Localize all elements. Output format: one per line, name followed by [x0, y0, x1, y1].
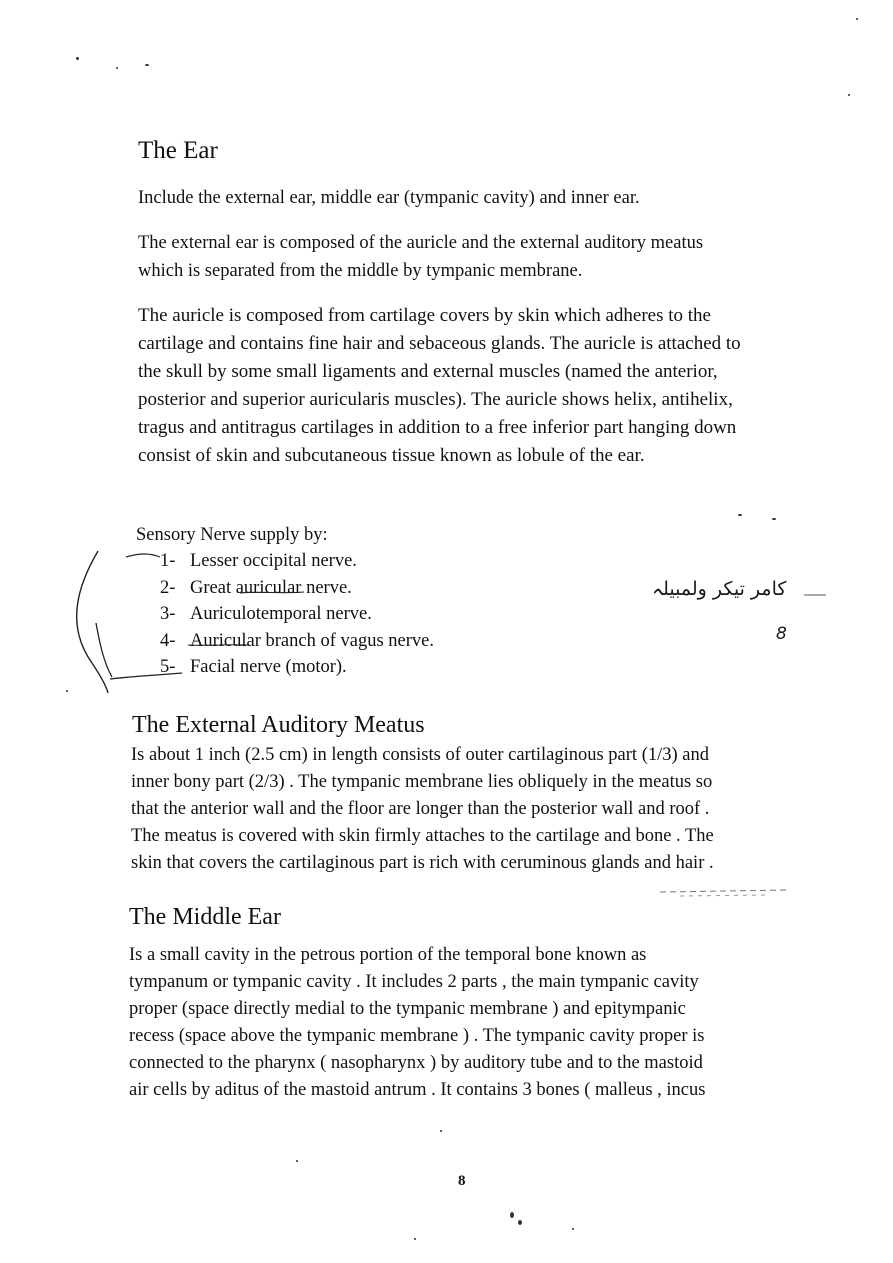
- paragraph-line: recess (space above the tympanic membrane ) . The tympanic cavity proper is: [129, 1026, 705, 1046]
- scan-speck: [116, 67, 118, 69]
- page-number: 8: [458, 1173, 466, 1189]
- handwritten-note: کامر تیکر ولمبیلہ: [652, 578, 787, 600]
- scan-speck: [856, 18, 858, 20]
- paragraph-line: cartilage and contains fine hair and sebaceous glands. The auricle is attached to: [138, 333, 741, 354]
- nerve-list: [160, 548, 434, 681]
- section-title-middle-ear: The Middle Ear: [129, 904, 281, 930]
- scan-speck: [572, 1228, 574, 1230]
- external-ear-paragraph: [138, 229, 703, 285]
- paragraph-line: inner bony part (2/3) . The tympanic membrane lies obliquely in the meatus so: [131, 772, 713, 792]
- intro-paragraph: Include the external ear, middle ear (tympanic cavity) and inner ear.: [138, 188, 640, 208]
- list-item-text: Auriculotemporal nerve.: [190, 604, 372, 624]
- paragraph-line: posterior and superior auricularis muscles). The auricle shows helix, antihelix,: [138, 389, 733, 410]
- scan-speck: [772, 518, 776, 520]
- paragraph-line: The auricle is composed from cartilage covers by skin which adheres to the: [138, 305, 711, 326]
- list-item-number: 5-: [160, 657, 176, 677]
- scan-speck: [76, 57, 79, 60]
- nerve-supply-title: Sensory Nerve supply by:: [136, 525, 328, 545]
- list-item-text: Great auricular nerve.: [190, 577, 352, 598]
- paragraph-line: that the anterior wall and the floor are longer than the posterior wall and roof .: [131, 799, 710, 819]
- paragraph-line: proper (space directly medial to the tympanic membrane ) and epitympanic: [129, 999, 686, 1019]
- scan-speck: [510, 1212, 514, 1218]
- paragraph-line: Is a small cavity in the petrous portion of the temporal bone known as: [129, 945, 647, 965]
- list-item-number: 1-: [160, 551, 176, 571]
- dash-mark: [800, 590, 830, 600]
- paragraph-line: The meatus is covered with skin firmly attaches to the cartilage and bone . The: [131, 826, 714, 846]
- list-item-text: Lesser occipital nerve.: [190, 551, 357, 571]
- list-item-text: Auricular branch of vagus nerve.: [190, 630, 434, 651]
- paragraph-line: Is about 1 inch (2.5 cm) in length consists of outer cartilaginous part (1/3) and: [131, 745, 709, 765]
- scan-speck: [440, 1130, 442, 1132]
- scan-speck: [296, 1160, 298, 1162]
- paragraph-line: which is separated from the middle by tympanic membrane.: [138, 261, 583, 281]
- paragraph-line: connected to the pharynx ( nasopharynx ) by auditory tube and to the mastoid: [129, 1053, 703, 1073]
- middle-ear-paragraph: [129, 942, 705, 1104]
- underline-mark: [186, 640, 256, 650]
- section-title-external-meatus: The External Auditory Meatus: [132, 712, 425, 738]
- list-item-number: 3-: [160, 604, 176, 624]
- list-item-number: 2-: [160, 577, 176, 598]
- paragraph-line: the skull by some small ligaments and external muscles (named the anterior,: [138, 361, 718, 382]
- paragraph-line: consist of skin and subcutaneous tissue known as lobule of the ear.: [138, 445, 645, 466]
- list-item: [160, 654, 434, 681]
- list-item: [160, 548, 434, 575]
- scan-speck: [848, 94, 850, 96]
- scan-speck: [145, 64, 149, 66]
- scan-speck: [738, 514, 742, 516]
- scan-artifact-dashes: [640, 886, 800, 900]
- scan-speck: [66, 690, 68, 692]
- section-title-ear: The Ear: [138, 137, 218, 164]
- external-meatus-paragraph: [131, 742, 714, 877]
- paragraph-line: tragus and antitragus cartilages in addition to a free inferior part hanging down: [138, 417, 737, 438]
- list-item-number: 4-: [160, 630, 176, 651]
- scan-speck: [414, 1238, 416, 1240]
- handwritten-mark: 8: [776, 624, 787, 644]
- auricle-paragraph: [138, 302, 741, 470]
- paragraph-line: tympanum or tympanic cavity . It includes 2 parts , the main tympanic cavity: [129, 972, 699, 992]
- underline-mark: [238, 588, 308, 598]
- handwritten-bracket-annotation: [60, 545, 190, 695]
- paragraph-line: skin that covers the cartilaginous part is rich with ceruminous glands and hair .: [131, 853, 714, 873]
- paragraph-line: The external ear is composed of the auricle and the external auditory meatus: [138, 233, 704, 253]
- list-item: [160, 601, 434, 628]
- list-item-text: Facial nerve (motor).: [190, 657, 347, 677]
- paragraph-line: air cells by aditus of the mastoid antrum . It contains 3 bones ( malleus , incus: [129, 1080, 706, 1100]
- scan-speck: [518, 1220, 522, 1225]
